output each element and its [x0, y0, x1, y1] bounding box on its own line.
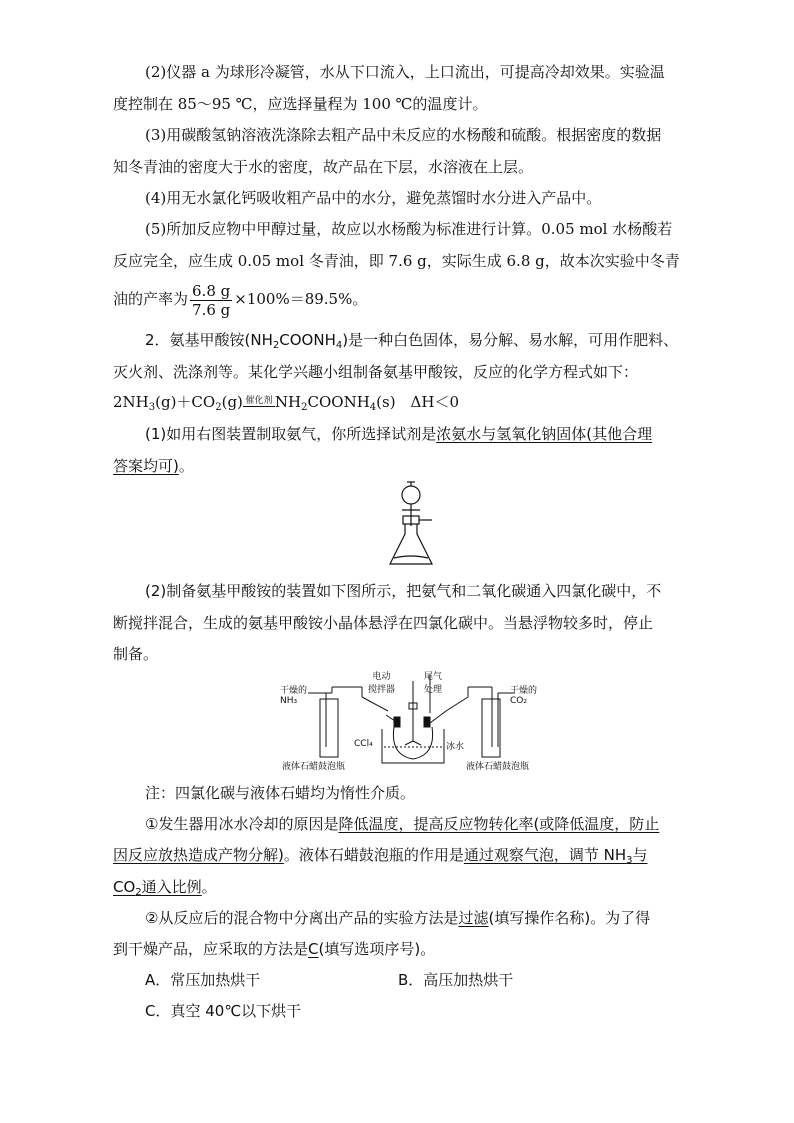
part-1-line: (1)如用右图装置制取氨气，你所选择试剂是浓氨水与氢氧化钠固体(其他合理	[145, 425, 653, 443]
note: 注：四氯化碳与液体石蜡均为惰性介质。	[145, 784, 416, 802]
equilibrium-arrow: 催化剂	[243, 396, 275, 407]
sub-question-1: ①发生器用冰水冷却的原因是降低温度，提高反应物转化率(或降低温度，防止	[145, 815, 660, 833]
yield-formula-line: 油的产率为 $\frac{6.8 g}{7.6 g}$ ×100%＝89.5%。	[113, 281, 368, 319]
label-ice-water: 冰水	[446, 742, 465, 752]
yield-fraction: $\frac{6.8 g}{7.6 g}$	[192, 281, 231, 319]
text-line: (5)所加反应物中甲醇过量，故应以水杨酸为标准进行计算。0.05 mol 水杨酸若	[145, 220, 673, 238]
text-line: 到干燥产品，应采取的方法是C(填写选项序号)。	[113, 940, 436, 958]
chemical-equation: $2NH_3(g)+CO_2(g)$ 催化剂 $NH_2COONH_4(s)$ ΔH＜0	[113, 393, 460, 413]
label-bubbler-right: 液体石蜡鼓泡瓶	[466, 762, 530, 772]
text-line: 答案均可)。	[113, 457, 194, 475]
text-line: 度控制在 85～95 ℃，应选择量程为 100 ℃的温度计。	[113, 95, 488, 113]
text-line: 反应完全，应生成 0.05 mol 冬青油，即 7.6 g，实际生成 6.8 g，故本次实验中冬青	[113, 252, 680, 270]
label-dry-nh3: 干燥的 NH₃	[280, 686, 308, 706]
text-line: (2)制备氨基甲酸铵的装置如下图所示，把氨气和二氧化碳通入四氯化碳中，不	[145, 582, 662, 600]
text-line: 制备。	[113, 645, 159, 663]
label-ccl4: CCl₄	[354, 739, 373, 749]
label-tail-gas: 尾气 处理	[424, 672, 443, 695]
text-line: 知冬青油的密度大于水的密度，故产品在下层，水溶液在上层。	[113, 158, 534, 176]
text-line: $CO_2$通入比例。	[113, 878, 217, 898]
option-b: B．高压加热烘干	[398, 971, 514, 989]
text-line: 断搅拌混合，生成的氨基甲酸铵小晶体悬浮在四氯化碳中。当悬浮物较多时，停止	[113, 614, 654, 632]
label-stirrer: 电动 搅拌器	[368, 672, 396, 695]
question-2-intro: 2．氨基甲酸铵$(NH_2COONH_4)$是一种白色固体，易分解、易水解，可用作肥料、	[145, 331, 679, 351]
text-line: (3)用碳酸氢钠溶液洗涤除去粗产品中未反应的水杨酸和硫酸。根据密度的数据	[145, 126, 662, 144]
text-line: 灭火剂、洗涤剂等。某化学兴趣小组制备氨基甲酸铵，反应的化学方程式如下：	[113, 363, 639, 381]
text-line: 因反应放热造成产物分解)。液体石蜡鼓泡瓶的作用是通过观察气泡，调节 $NH_3$与	[113, 846, 648, 866]
ammonia-generator-figure	[385, 480, 437, 568]
option-c: C．真空 40℃以下烘干	[145, 1002, 302, 1020]
apparatus-figure	[270, 667, 550, 777]
text-line: (2)仪器 a 为球形冷凝管，水从下口流入，上口流出，可提高冷却效果。实验温	[145, 63, 665, 81]
label-dry-co2: 干燥的 CO₂	[510, 686, 538, 706]
option-a: A．常压加热烘干	[145, 971, 261, 989]
label-bubbler-left: 液体石蜡鼓泡瓶	[282, 762, 346, 772]
text-line: (4)用无水氯化钙吸收粗产品中的水分，避免蒸馏时水分进入产品中。	[145, 189, 602, 207]
sub-question-2: ②从反应后的混合物中分离出产品的实验方法是过滤(填写操作名称)。为了得	[145, 909, 651, 927]
